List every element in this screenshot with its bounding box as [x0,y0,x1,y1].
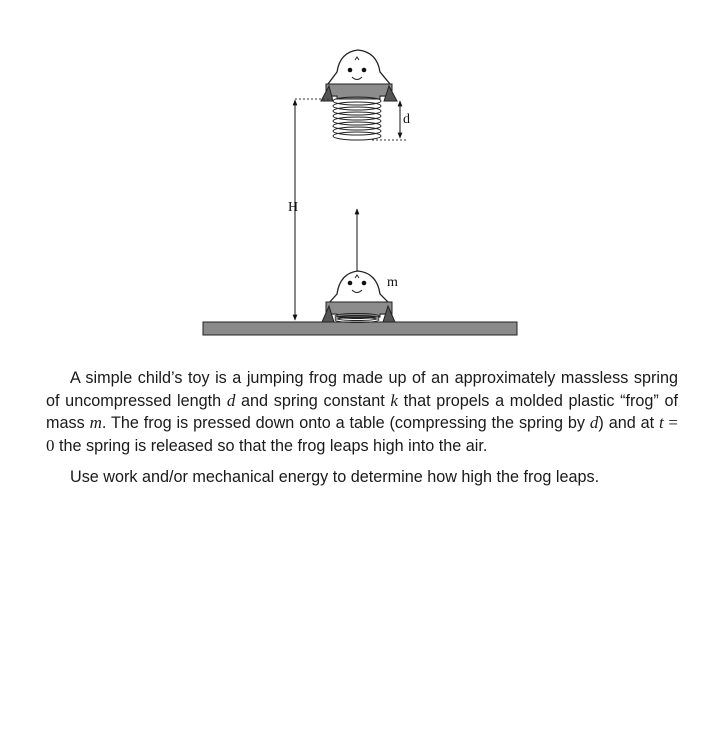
diagram-svg [0,0,713,345]
frog-upper [321,50,397,140]
var-t: t [659,413,664,432]
problem-paragraph-2: Use work and/or mechanical energy to determine how high the frog leaps. [70,468,600,486]
p1-text-1: A simple child’s toy is a jumping frog made up of an approximately massless spring of uncompressed length [46,369,678,410]
frog-lower-left-eye [348,281,353,286]
var-d: d [226,390,236,410]
var-d-compression: d [589,413,599,432]
p1-text-2: and spring constant [235,391,391,410]
p1-text-4: . The frog is pressed down onto a table (compressing the spring by [101,414,590,432]
zero-value: 0 [46,435,55,455]
frog-lower [322,271,395,323]
equals-sign: = [663,413,678,432]
frog-upper-left-eye [348,68,353,73]
problem-paragraph-1 [46,368,678,457]
frog-diagram [0,0,713,345]
p1-text-5: ) and at [598,414,660,432]
p1-text-3: that propels a molded plastic “frog” of mass [46,391,678,432]
m-label: m [387,275,398,290]
var-m: m [89,413,102,432]
problem-text [46,368,678,499]
h-label: H [288,200,299,215]
p1-text-6: the spring is released so that the frog leaps high into the air. [54,436,488,455]
table-surface [203,322,517,335]
frog-upper-right-eye [362,68,367,73]
frog-lower-right-eye [362,281,367,286]
var-k: k [390,390,398,410]
d-label: d [403,112,410,127]
spring-extended [333,97,381,140]
